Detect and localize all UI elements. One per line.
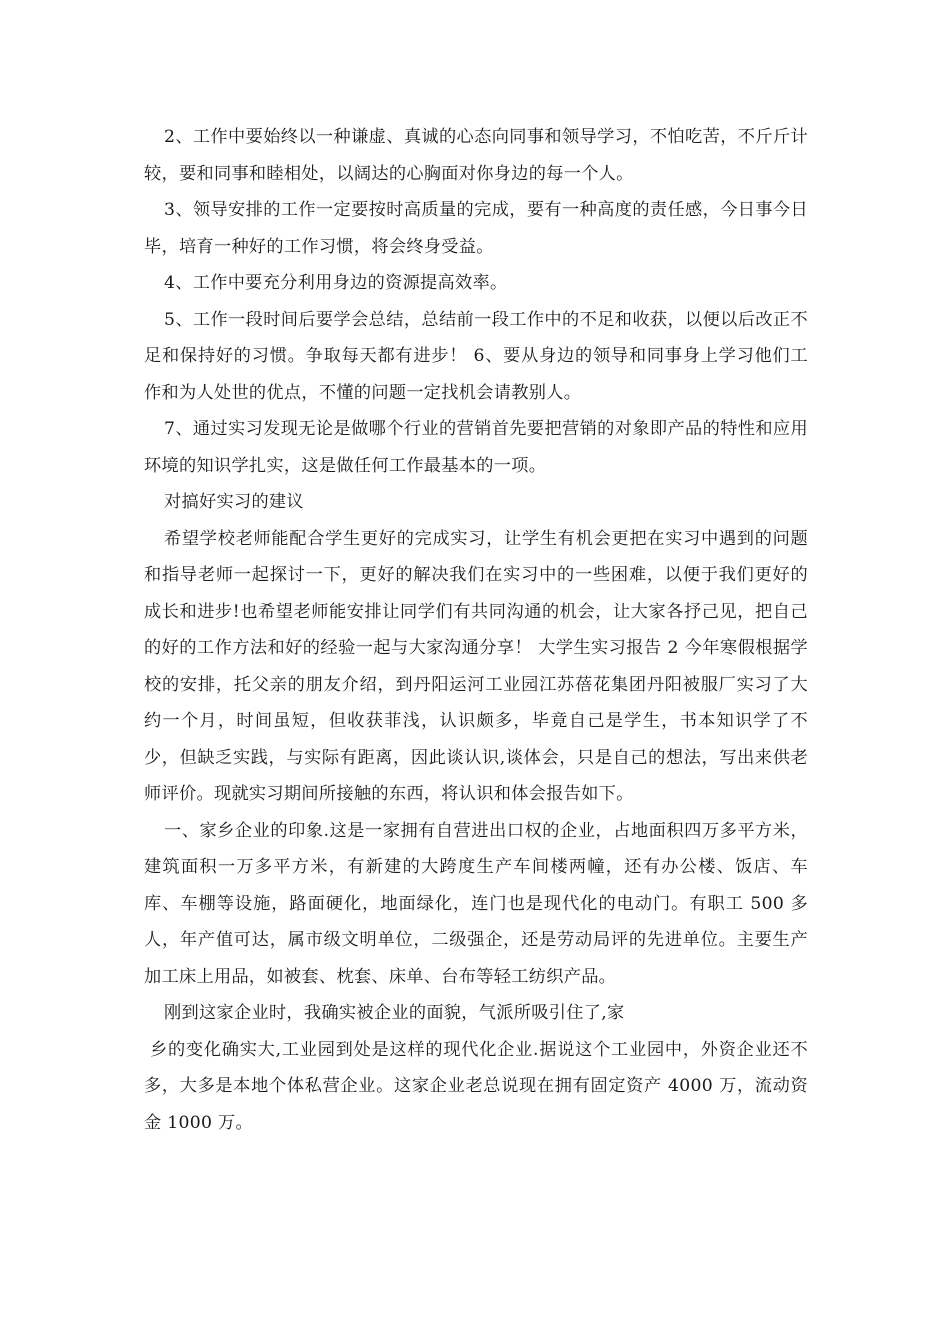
paragraph-suggestions-and-report-intro: 希望学校老师能配合学生更好的完成实习，让学生有机会更把在实习中遇到的问题和指导老师一起探讨一下，更好的解决我们在实习中的一些困难，以便于我们更好的成长和进步!也希望老师能安排让同学们有共同沟通的机会，让大家各抒己见，把自己的好的工作方法和好的经验一起与大家沟通分享！ 大学生实习报告 2 今年寒假根据学校的安排，托父亲的朋友介绍，到丹阳运河工业园江苏蓓花集团丹阳被服厂实习了大约一个月，时间虽短，但收获菲浅，认识颇多，毕竟自己是学生，书本知识学了不少，但缺乏实践，与实际有距离，因此谈认识,谈体会，只是自己的想法，写出来供老师评价。现就实习期间所接触的东西，将认识和体会报告如下。 [144,528,808,804]
paragraph-item-3: 3、领导安排的工作一定要按时高质量的完成，要有一种高度的责任感，今日事今日毕，培育一种好的工作习惯，将会终身受益。 [144,200,808,257]
paragraph-first-impression: 刚到这家企业时，我确实被企业的面貌，气派所吸引住了,家 [164,1003,625,1023]
document-body [144,119,808,1141]
paragraph-item-5-6: 5、工作一段时间后要学会总结，总结前一段工作中的不足和收获，以便以后改正不足和保持好的习惯。争取每天都有进步！ 6、要从身边的领导和同事身上学习他们工作和为人处世的优点，不懂的问题一定找机会请教别人。 [144,309,808,403]
paragraph-item-2: 2、工作中要始终以一种谦虚、真诚的心态向同事和领导学习，不怕吃苦，不斤斤计较，要和同事和睦相处，以阔达的心胸面对你身边的每一个人。 [144,127,808,184]
section-heading-suggestions: 对搞好实习的建议 [164,492,304,512]
paragraph-item-7: 7、通过实习发现无论是做哪个行业的营销首先要把营销的对象即产品的特性和应用环境的知识学扎实，这是做任何工作最基本的一项。 [144,419,808,476]
paragraph-hometown-change: 乡的变化确实大,工业园到处是这样的现代化企业.据说这个工业园中，外资企业还不多，大多是本地个体私营企业。这家企业老总说现在拥有固定资产 4000 万，流动资金 1000 万。 [144,1039,808,1133]
paragraph-hometown-enterprise: 一、家乡企业的印象.这是一家拥有自营进出口权的企业，占地面积四万多平方米，建筑面积一万多平方米，有新建的大跨度生产车间楼两幢，还有办公楼、饭店、车库、车棚等设施，路面硬化，地面绿化，连门也是现代化的电动门。有职工 500 多人，年产值可达，属市级文明单位，二级强企，还是劳动局评的先进单位。主要生产加工床上用品，如被套、枕套、床单、台布等轻工纺织产品。 [144,820,808,987]
paragraph-item-4: 4、工作中要充分利用身边的资源提高效率。 [164,273,508,293]
